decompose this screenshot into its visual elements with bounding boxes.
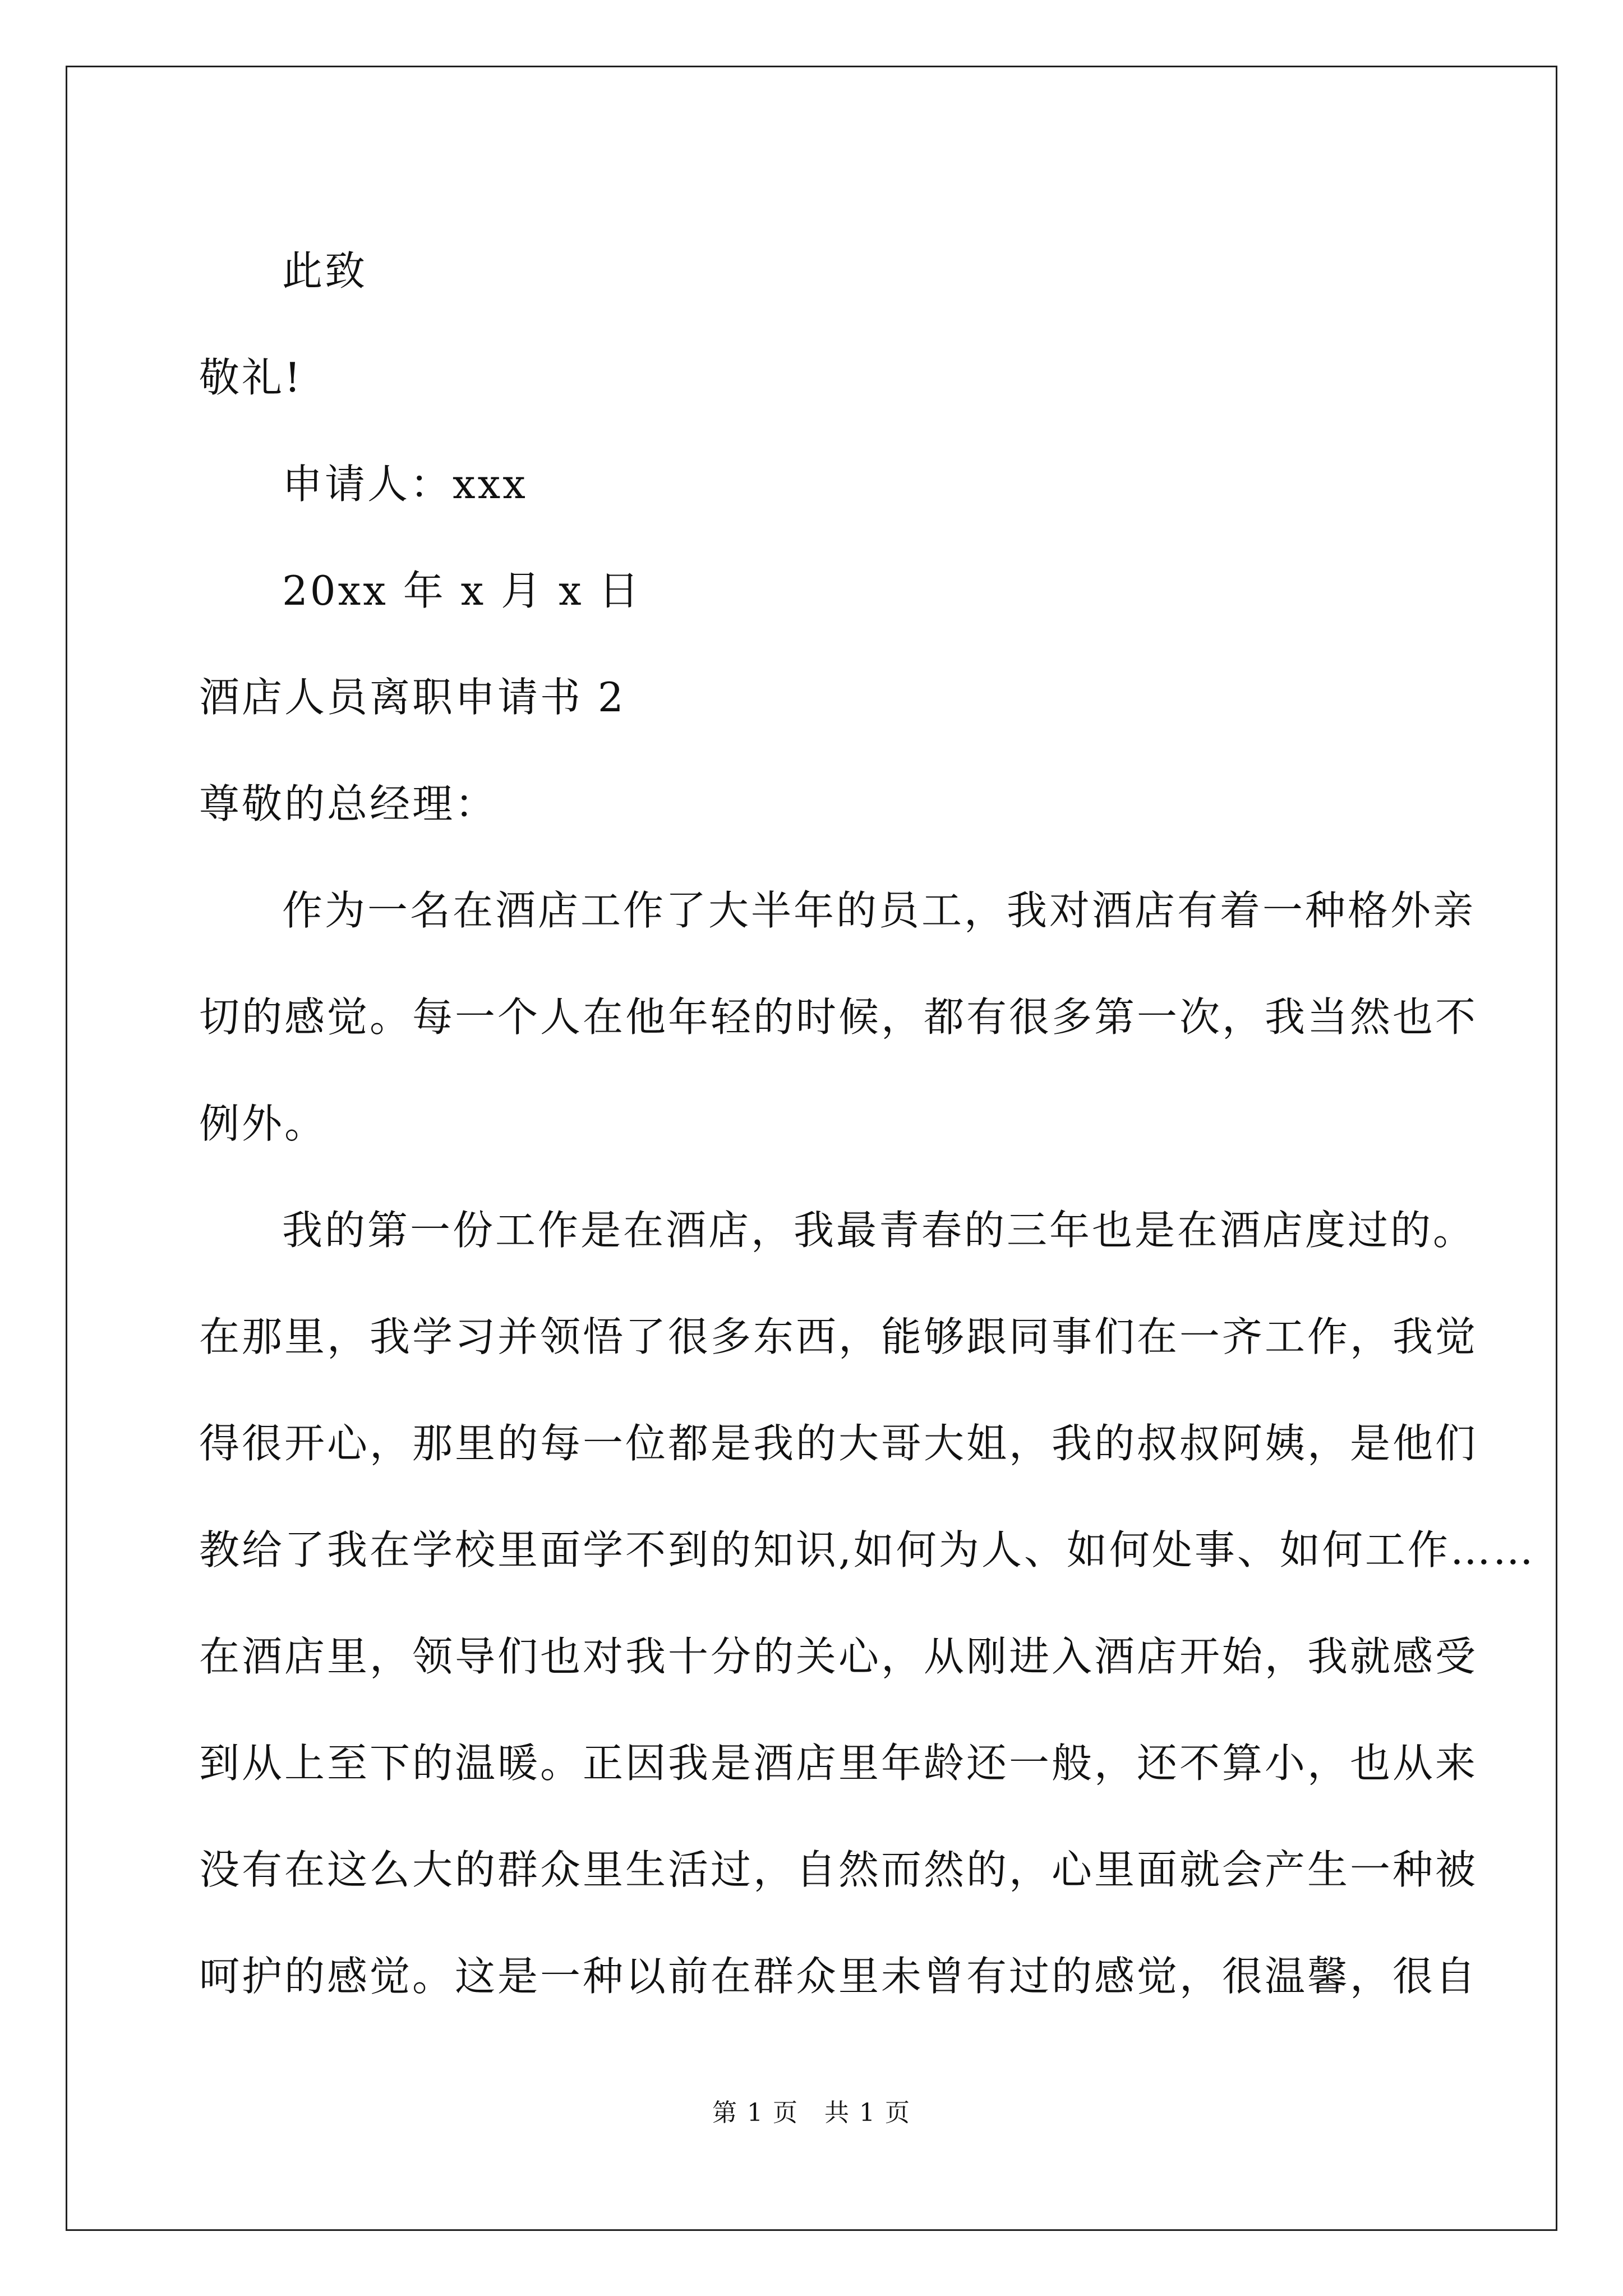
paragraph-line: 在那里，我学习并领悟了很多东西，能够跟同事们在一齐工作，我觉: [199, 1313, 1478, 1360]
applicant-line: 申请人：xxx: [282, 461, 528, 508]
closing-regards: 敬礼!: [199, 354, 303, 401]
paragraph-line: 切的感觉。每一个人在他年轻的时候，都有很多第一次，我当然也不: [199, 993, 1478, 1041]
paragraph-line: 作为一名在酒店工作了大半年的员工，我对酒店有着一种格外亲: [282, 887, 1476, 934]
paragraph-line: 没有在这么大的群众里生活过，自然而然的，心里面就会产生一种被: [199, 1846, 1478, 1893]
greeting-line: 尊敬的总经理：: [199, 780, 498, 827]
closing-salutation: 此致: [282, 247, 368, 295]
paragraph-line: 到从上至下的温暖。正因我是酒店里年龄还一般，还不算小，也从来: [199, 1740, 1478, 1787]
page-number-footer: 第 1 页 共 1 页: [712, 2099, 911, 2127]
paragraph-line: 例外。: [199, 1100, 328, 1147]
paragraph-line: 教给了我在学校里面学不到的知识,如何为人、如何处事、如何工作……: [199, 1526, 1536, 1573]
paragraph-line: 得很开心，那里的每一位都是我的大哥大姐，我的叔叔阿姨，是他们: [199, 1420, 1478, 1467]
document-body: [199, 218, 1536, 2030]
section-title: 酒店人员离职申请书 2: [199, 674, 626, 721]
date-line: 20xx 年 x 月 x 日: [282, 567, 642, 614]
paragraph-line: 我的第一份工作是在酒店，我最青春的三年也是在酒店度过的。: [282, 1207, 1476, 1254]
paragraph-line: 呵护的感觉。这是一种以前在群众里未曾有过的感觉，很温馨，很自: [199, 1953, 1478, 2000]
paragraph-line: 在酒店里，领导们也对我十分的关心，从刚进入酒店开始，我就感受: [199, 1633, 1478, 1680]
